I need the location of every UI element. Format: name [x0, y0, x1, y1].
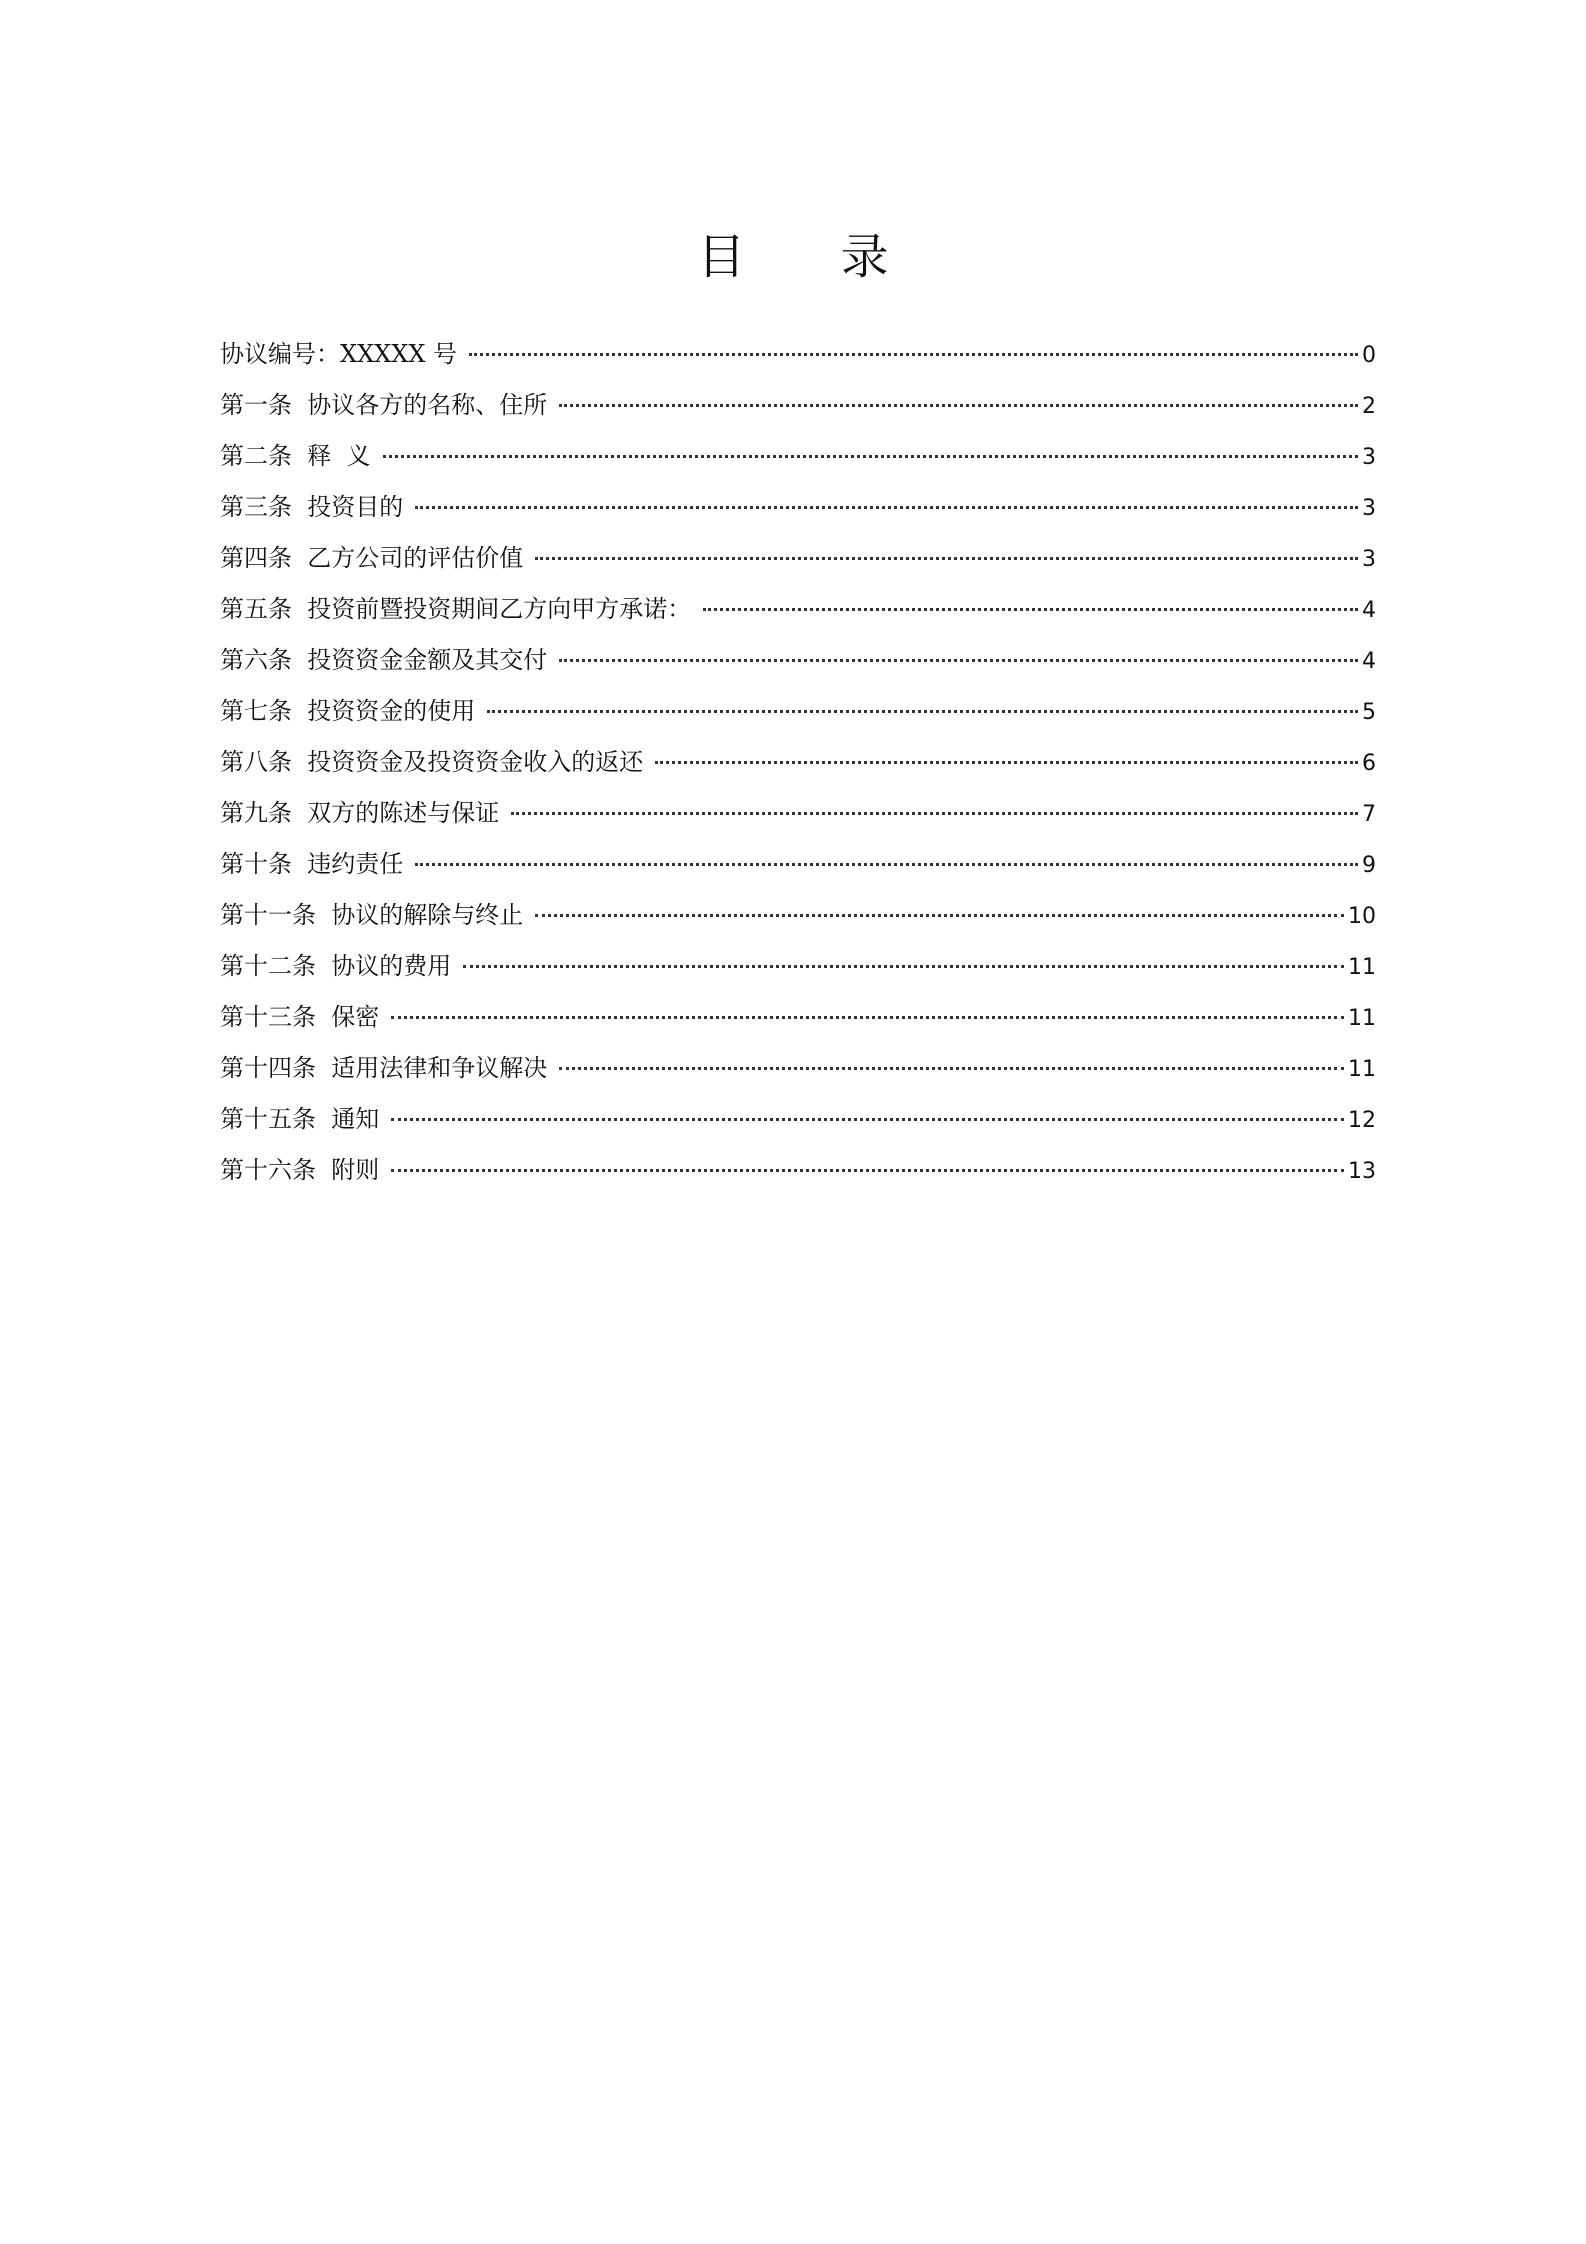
toc-dot-leader — [559, 1067, 1344, 1070]
toc-dot-leader — [559, 404, 1358, 407]
toc-entry[interactable] — [220, 842, 1376, 893]
toc-entry-label: 第十二条 协议的费用 — [220, 952, 452, 980]
toc-entry-label: 第七条 投资资金的使用 — [220, 697, 476, 725]
toc-page-number: 3 — [1362, 445, 1376, 470]
toc-entry-label: 第十五条 通知 — [220, 1105, 380, 1133]
toc-page-number: 3 — [1362, 547, 1376, 572]
toc-entry[interactable] — [220, 740, 1376, 791]
toc-entry-label: 第六条 投资资金金额及其交付 — [220, 646, 548, 674]
toc-entry-label: 协议编号：XXXXX 号 — [220, 340, 458, 368]
toc-dot-leader — [463, 965, 1344, 968]
toc-entry[interactable] — [220, 638, 1376, 689]
toc-entry-label: 第十条 违约责任 — [220, 850, 404, 878]
toc-entry[interactable] — [220, 1148, 1376, 1199]
toc-dot-leader — [511, 812, 1358, 815]
toc-entry[interactable] — [220, 1046, 1376, 1097]
toc-entry-label: 第八条 投资资金及投资资金收入的返还 — [220, 748, 644, 776]
toc-dot-leader — [391, 1169, 1344, 1172]
toc-entry[interactable] — [220, 944, 1376, 995]
toc-dot-leader — [703, 608, 1358, 611]
toc-dot-leader — [391, 1118, 1344, 1121]
toc-entry[interactable] — [220, 383, 1376, 434]
toc-page-number: 13 — [1348, 1159, 1376, 1184]
toc-page-number: 0 — [1362, 343, 1376, 368]
toc-entry[interactable] — [220, 1097, 1376, 1148]
toc-entry[interactable] — [220, 536, 1376, 587]
toc-entry-label: 第三条 投资目的 — [220, 493, 404, 521]
toc-page-number: 9 — [1362, 853, 1376, 878]
toc-dot-leader — [383, 455, 1358, 458]
toc-entry-label: 第四条 乙方公司的评估价值 — [220, 544, 524, 572]
toc-entry-label: 第一条 协议各方的名称、住所 — [220, 391, 548, 419]
toc-dot-leader — [469, 353, 1358, 356]
toc-dot-leader — [415, 863, 1358, 866]
toc-entry[interactable] — [220, 893, 1376, 944]
toc-page-number: 11 — [1348, 955, 1376, 980]
toc-dot-leader — [535, 557, 1358, 560]
toc-page-number: 4 — [1362, 649, 1376, 674]
toc-entry[interactable] — [220, 332, 1376, 383]
toc-entry[interactable] — [220, 485, 1376, 536]
toc-page-number: 11 — [1348, 1006, 1376, 1031]
toc-entry-label: 第十一条 协议的解除与终止 — [220, 901, 524, 929]
toc-page-number: 2 — [1362, 394, 1376, 419]
table-of-contents — [220, 332, 1376, 1199]
toc-entry-label: 第二条 释 义 — [220, 442, 371, 470]
toc-entry-label: 第九条 双方的陈述与保证 — [220, 799, 500, 827]
toc-page-number: 7 — [1362, 802, 1376, 827]
toc-page-number: 11 — [1348, 1057, 1376, 1082]
toc-entry-label: 第十六条 附则 — [220, 1156, 380, 1184]
toc-entry[interactable] — [220, 587, 1376, 638]
toc-dot-leader — [535, 914, 1344, 917]
toc-entry-label: 第十三条 保密 — [220, 1003, 380, 1031]
toc-dot-leader — [487, 710, 1358, 713]
toc-entry-label: 第五条 投资前暨投资期间乙方向甲方承诺： — [220, 595, 692, 623]
toc-entry[interactable] — [220, 995, 1376, 1046]
toc-dot-leader — [655, 761, 1358, 764]
toc-page-number: 3 — [1362, 496, 1376, 521]
toc-entry[interactable] — [220, 791, 1376, 842]
toc-dot-leader — [415, 506, 1358, 509]
toc-title: 目 录 — [697, 229, 929, 285]
toc-entry[interactable] — [220, 689, 1376, 740]
toc-page-number: 12 — [1348, 1108, 1376, 1133]
toc-dot-leader — [559, 659, 1358, 662]
toc-entry[interactable] — [220, 434, 1376, 485]
toc-page-number: 5 — [1362, 700, 1376, 725]
toc-entry-label: 第十四条 适用法律和争议解决 — [220, 1054, 548, 1082]
toc-dot-leader — [391, 1016, 1344, 1019]
toc-page-number: 6 — [1362, 751, 1376, 776]
toc-page-number: 4 — [1362, 598, 1376, 623]
toc-page-number: 10 — [1348, 904, 1376, 929]
